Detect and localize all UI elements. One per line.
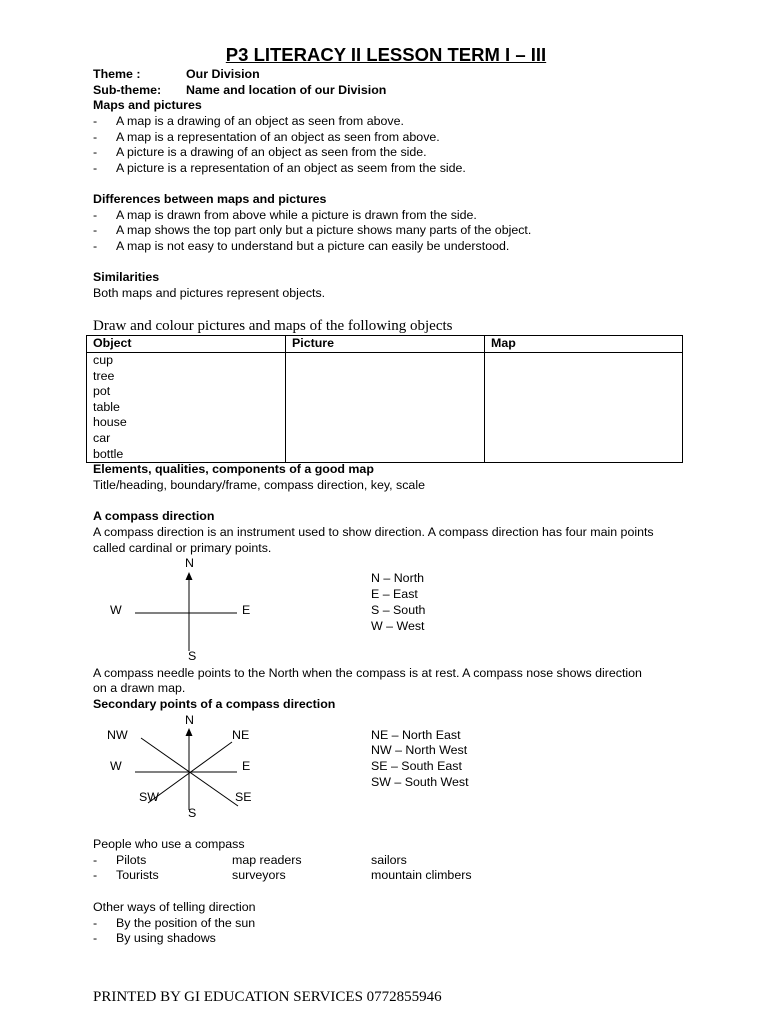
list-item: - By using shadows <box>93 931 216 945</box>
compass-w-label: W <box>110 603 122 617</box>
maps-pictures-heading: Maps and pictures <box>93 98 202 112</box>
object-item: tree <box>93 368 115 383</box>
list-item: - A map is a drawing of an object as seen from above. <box>93 114 404 128</box>
compass-text-line2: called cardinal or primary points. <box>93 541 272 555</box>
similarities-heading: Similarities <box>93 270 160 284</box>
list-item: - A picture is a representation of an object as seem from the side. <box>93 161 466 175</box>
compass-heading: A compass direction <box>93 509 215 523</box>
secondary-e-label: E <box>242 759 251 773</box>
legend-item: NE – North East <box>371 728 461 742</box>
list-item: - A map is not easy to understand but a picture can easily be understood. <box>93 239 510 253</box>
table-header-object: Object <box>87 336 286 353</box>
table-header-picture: Picture <box>286 336 485 353</box>
people-cell: surveyors <box>232 868 286 882</box>
object-item: bottle <box>93 446 124 461</box>
legend-item: W – West <box>371 619 425 633</box>
object-item: house <box>93 415 127 430</box>
compass-s-label: S <box>188 649 197 663</box>
needle-text-line2: on a drawn map. <box>93 681 186 695</box>
list-item: - A map shows the top part only but a picture shows many parts of the object. <box>93 223 532 237</box>
legend-item: N – North <box>371 571 425 585</box>
list-item: - Pilots <box>93 853 147 867</box>
list-item: - A picture is a drawing of an object as seen from the side. <box>93 145 427 159</box>
similarities-text: Both maps and pictures represent objects. <box>93 286 326 300</box>
list-item: - A map is drawn from above while a picture is drawn from the side. <box>93 208 477 222</box>
table-header-map: Map <box>485 336 683 353</box>
object-item: table <box>93 399 120 414</box>
people-cell: mountain climbers <box>371 868 472 882</box>
theme-value: Our Division <box>186 67 260 81</box>
secondary-ne-label: NE <box>232 728 250 742</box>
secondary-w-label: W <box>110 759 122 773</box>
object-item: car <box>93 430 111 445</box>
object-item: cup <box>93 353 113 367</box>
object-item: pot <box>93 384 111 399</box>
draw-instruction: Draw and colour pictures and maps of the following objects <box>93 318 453 334</box>
compass-n-label: N <box>185 556 194 570</box>
subtheme-value: Name and location of our Division <box>186 83 387 97</box>
secondary-nw-label: NW <box>107 728 128 742</box>
secondary-n-label: N <box>185 713 194 727</box>
elements-heading: Elements, qualities, components of a good map <box>93 462 374 476</box>
page-title: P3 LITERACY II LESSON TERM I – III <box>225 44 547 65</box>
legend-item: SW – South West <box>371 775 469 789</box>
secondary-se-label: SE <box>235 790 252 804</box>
legend-item: NW – North West <box>371 743 468 757</box>
differences-heading: Differences between maps and pictures <box>93 192 327 206</box>
needle-text-line1: A compass needle points to the North when the compass is at rest. A compass nose shows direction <box>93 666 642 680</box>
theme-label: Theme : <box>93 67 141 81</box>
list-item: - A map is a representation of an object as seen from above. <box>93 130 440 144</box>
compass-text-line1: A compass direction is an instrument used to show direction. A compass direction has four main points <box>93 525 654 539</box>
compass-e-label: E <box>242 603 251 617</box>
footer-text: PRINTED BY GI EDUCATION SERVICES 0772855946 <box>93 989 442 1005</box>
people-heading: People who use a compass <box>93 837 245 851</box>
people-cell: map readers <box>232 853 302 867</box>
legend-item: SE – South East <box>371 759 462 773</box>
secondary-sw-label: SW <box>139 790 159 804</box>
legend-item: S – South <box>371 603 426 617</box>
north-arrow-icon <box>186 728 193 736</box>
other-ways-heading: Other ways of telling direction <box>93 900 256 914</box>
subtheme-label: Sub-theme: <box>93 83 162 97</box>
list-item: - By the position of the sun <box>93 916 256 930</box>
secondary-s-label: S <box>188 806 197 820</box>
secondary-heading: Secondary points of a compass direction <box>93 697 336 711</box>
legend-item: E – East <box>371 587 418 601</box>
elements-text: Title/heading, boundary/frame, compass direction, key, scale <box>93 478 425 492</box>
people-cell: sailors <box>371 853 407 867</box>
list-item: - Tourists <box>93 868 159 882</box>
